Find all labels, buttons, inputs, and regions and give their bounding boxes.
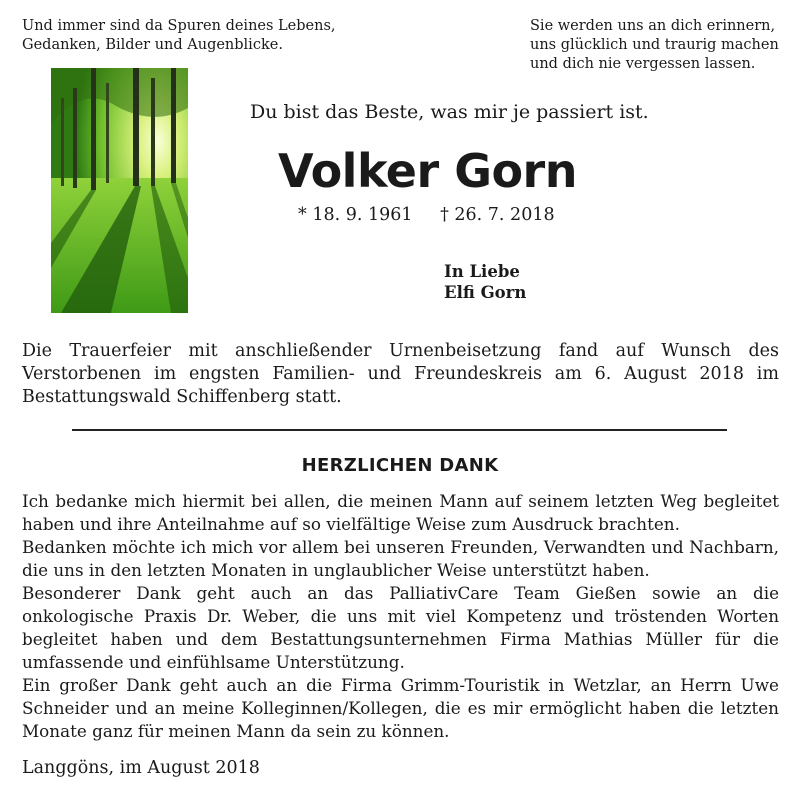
deceased-name: Volker Gorn [277, 144, 577, 198]
quote-left [22, 17, 336, 55]
quote-right-line: Sie werden uns an dich erinnern, [530, 18, 776, 34]
life-dates [298, 205, 555, 225]
thanks-heading: HERZLICHEN DANK [301, 455, 499, 476]
signoff-line: In Liebe [444, 262, 520, 281]
quote-right [530, 17, 779, 74]
signoff [444, 261, 526, 303]
place-date: Langgöns, im August 2018 [22, 758, 260, 778]
thanks-paragraph: Bedanken möchte ich mich vor allem bei unseren Freunden, Verwandten und Nachbarn, die uns in den letzten Monaten in unglaublicher Weise unterstützt haben. [22, 537, 779, 580]
thanks-paragraph: Ich bedanke mich hiermit bei allen, die meinen Mann auf seinem letzten Weg begleitet haben und ihre Anteilnahme auf so vielfältige Weise zum Ausdruck brachten. [22, 491, 779, 534]
quote-right-line: uns glücklich und traurig machen [530, 37, 779, 53]
death-date: † 26. 7. 2018 [440, 205, 555, 225]
thanks-paragraph: Besonderer Dank geht auch an das PalliativCare Team Gießen sowie an die onkologische Praxis Dr. Weber, die uns mit viel Kompetenz und tröstenden Worten begleitet haben und dem Bestattungsunternehmen Firma Mathias Müller für die umfassende und einfühlsame Unterstützung. [22, 583, 779, 672]
forest-sunlight-photo [51, 68, 188, 313]
quote-left-line: Und immer sind da Spuren deines Lebens, [22, 18, 336, 34]
birth-date: * 18. 9. 1961 [298, 205, 413, 225]
signoff-line: Elfi Gorn [444, 283, 527, 302]
divider [72, 429, 727, 431]
quote-left-line: Gedanken, Bilder und Augenblicke. [22, 37, 283, 53]
thanks-body [22, 490, 779, 743]
quote-right-line: und dich nie vergessen lassen. [530, 56, 756, 72]
funeral-announcement: Die Trauerfeier mit anschließender Urnenbeisetzung fand auf Wunsch des Verstorbenen im engsten Familien- und Freundeskreis am 6. August 2018 im Bestattungswald Schiffenberg statt. [22, 341, 779, 407]
tagline: Du bist das Beste, was mir je passiert ist. [250, 101, 649, 123]
thanks-paragraph: Ein großer Dank geht auch an die Firma Grimm-Touristik in Wetzlar, an Herrn Uwe Schneider und an meine Kolleginnen/Kollegen, die es mir ermöglicht haben die letzten Monate ganz für meinen Mann da sein zu können. [22, 675, 779, 741]
